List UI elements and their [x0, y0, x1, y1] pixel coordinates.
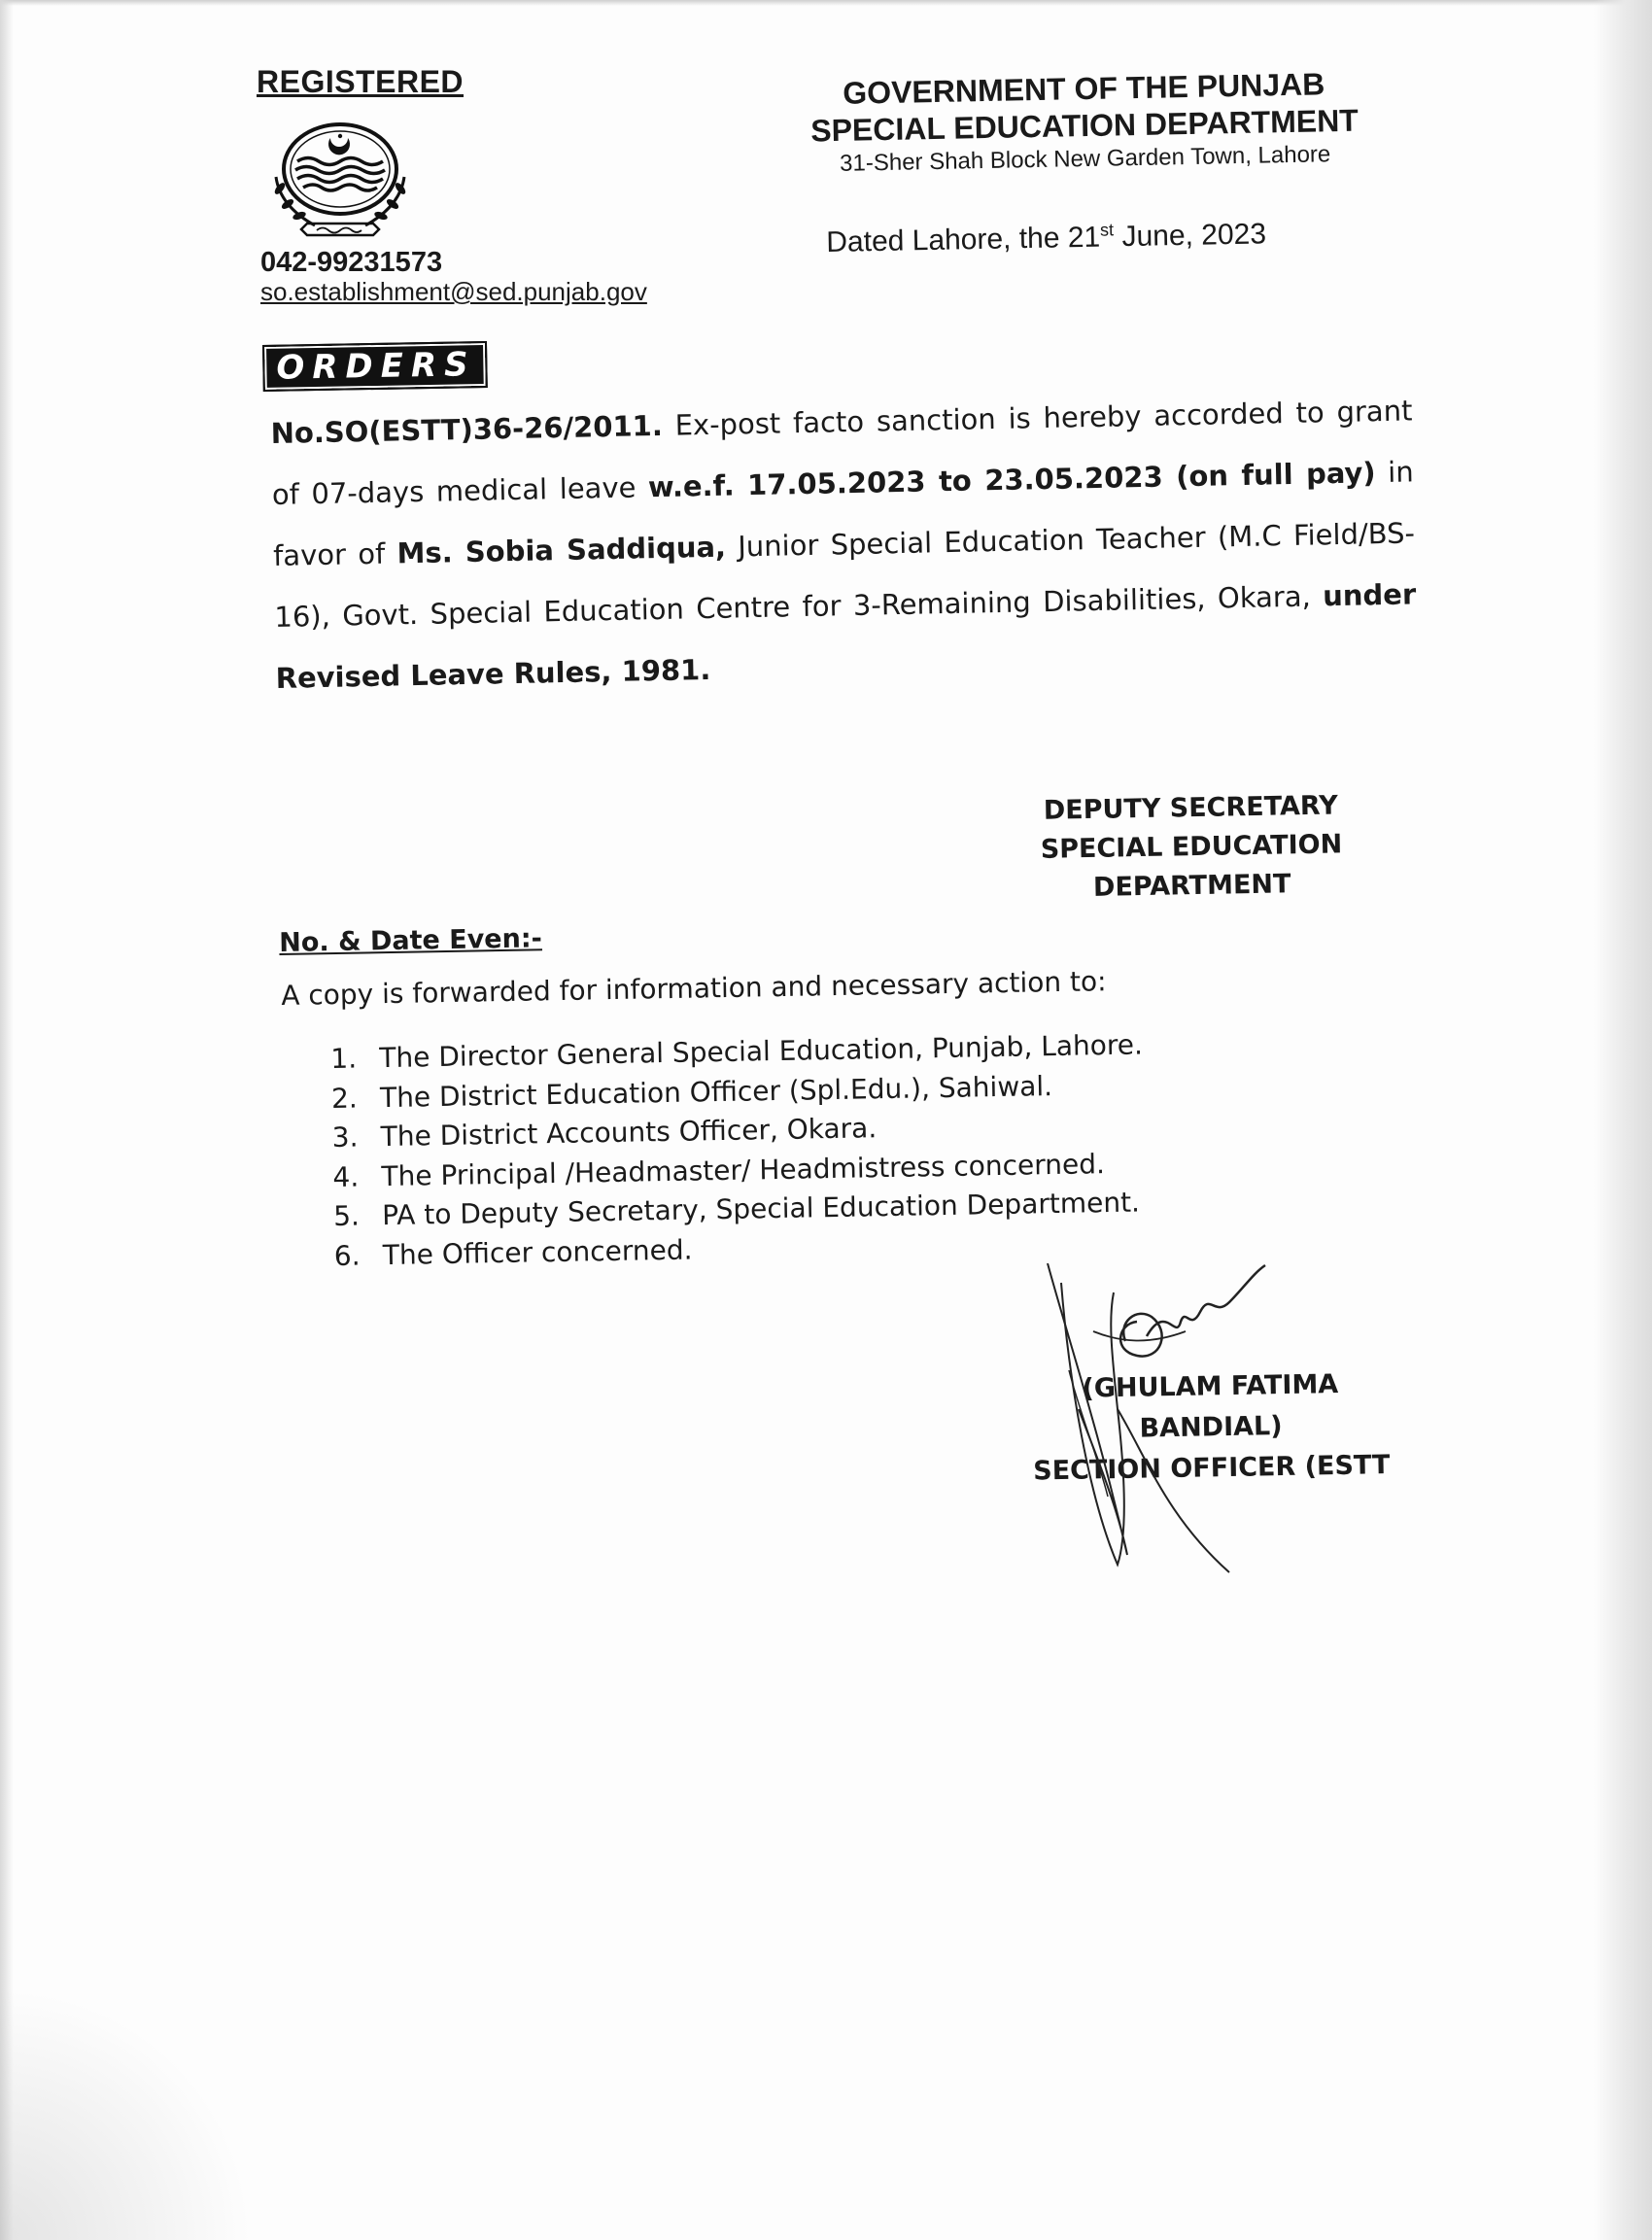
scan-top-edge: [0, 0, 1652, 6]
order-text-part3: Junior Special Education Teacher (M.C Field/BS-16), Govt. Special Education Centre for 3-Remaining Disabilities, Okara,: [274, 516, 1416, 634]
list-item-text: The Officer concerned.: [382, 1233, 693, 1271]
order-paragraph: [270, 380, 1418, 709]
order-text-part2: in favor of: [272, 455, 1414, 572]
government-heading: [782, 64, 1387, 181]
signatory-line2: SPECIAL EDUCATION: [1040, 829, 1343, 865]
email-address: so.establishment@sed.punjab.gov: [260, 277, 647, 306]
list-item-number: 2.: [330, 1082, 359, 1115]
department-address: 31-Sher Shah Block New Garden Town, Lahore: [839, 141, 1331, 177]
department-name: SPECIAL EDUCATION DEPARTMENT: [809, 102, 1359, 149]
recipient-list: [330, 1025, 1147, 1276]
signatory-line3: DEPARTMENT: [1092, 869, 1291, 903]
list-item-number: 5.: [332, 1199, 361, 1232]
deputy-secretary-block: [1030, 786, 1353, 909]
registered-label: REGISTERED: [257, 64, 465, 99]
officer-title: SECTION OFFICER (ESTT: [1032, 1450, 1391, 1487]
list-item-number: 4.: [332, 1160, 360, 1193]
no-date-even-heading: No. & Date Even:-: [279, 923, 543, 958]
list-item-text: The Principal /Headmaster/ Headmistress concerned.: [381, 1147, 1106, 1192]
government-name: GOVERNMENT OF THE PUNJAB: [842, 66, 1325, 111]
handwritten-signature-icon: [1011, 1263, 1302, 1574]
employee-name: Ms. Sobia Saddiqua,: [396, 530, 727, 570]
order-text-part1: Ex-post facto sanction is hereby accorded to grant of 07-days medical leave: [271, 394, 1413, 511]
list-item-text: The District Education Officer (Spl.Edu.), Sahiwal.: [379, 1069, 1053, 1114]
list-item-number: 6.: [333, 1239, 361, 1272]
dated-ordinal: st: [1099, 220, 1115, 240]
signatory-line1: DEPUTY SECRETARY: [1043, 790, 1339, 826]
scan-left-edge: [0, 0, 14, 2240]
phone-number: 042-99231573: [260, 247, 443, 278]
order-reference-number: No.SO(ESTT)36-26/2011.: [270, 408, 664, 450]
leave-rules: under Revised Leave Rules, 1981.: [275, 577, 1417, 695]
scan-right-edge: [1594, 0, 1652, 2240]
dated-line: [826, 217, 1266, 259]
orders-title: ORDERS: [262, 341, 488, 392]
list-item-number: 1.: [330, 1042, 358, 1075]
list-item-text: The District Accounts Officer, Okara.: [380, 1112, 878, 1154]
list-item-text: The Director General Special Education, Punjab, Lahore.: [379, 1028, 1144, 1075]
leave-dates: w.e.f. 17.05.2023 to 23.05.2023 (on full pay): [647, 456, 1376, 504]
punjab-emblem-icon: [262, 109, 418, 245]
list-item-text: PA to Deputy Secretary, Special Education Department.: [381, 1186, 1141, 1232]
scan-corner-shadow: [0, 1987, 253, 2240]
forward-intro: A copy is forwarded for information and necessary action to:: [281, 965, 1107, 1012]
list-item-number: 3.: [331, 1120, 359, 1154]
dated-suffix: June, 2023: [1113, 218, 1267, 254]
officer-name: (GHULAM FATIMA BANDIAL): [1082, 1369, 1339, 1444]
dated-prefix: Dated Lahore, the 21: [826, 221, 1101, 258]
